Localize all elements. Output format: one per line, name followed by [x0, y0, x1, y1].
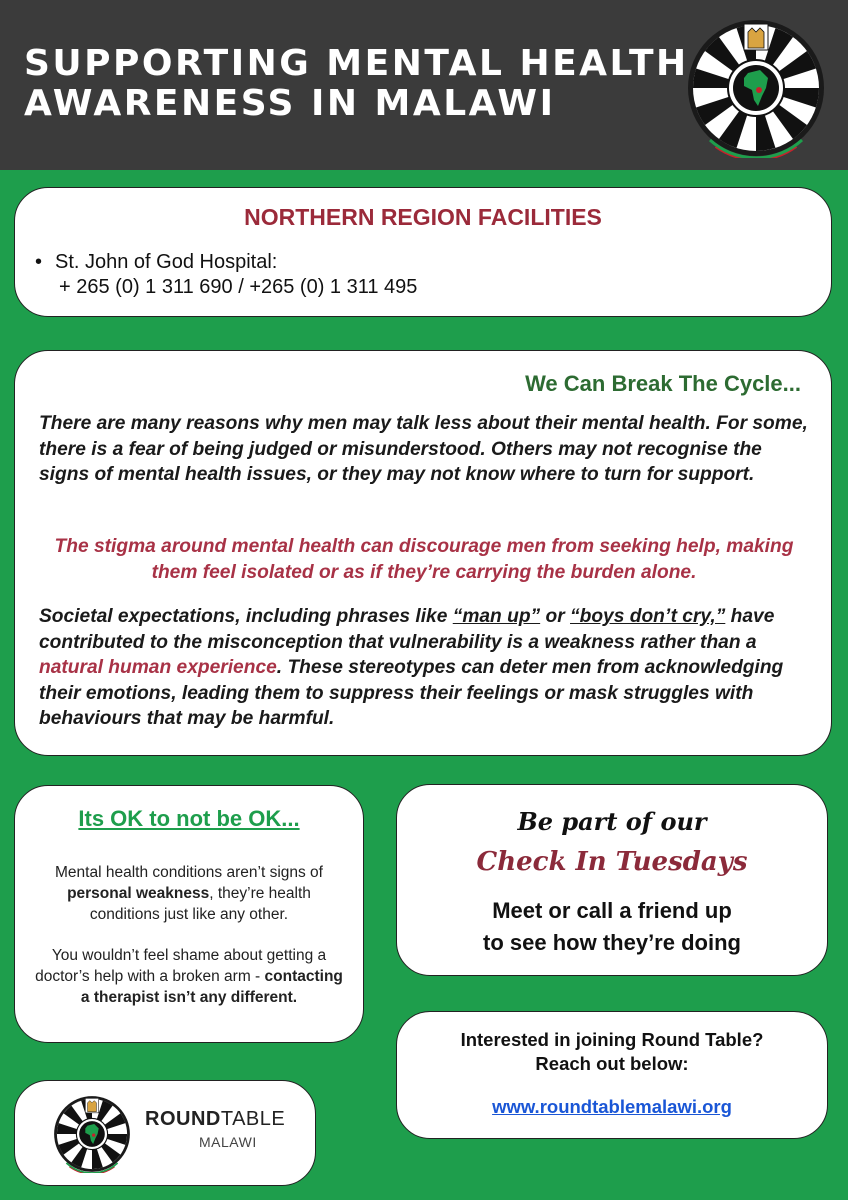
join-text: [397, 1028, 827, 1076]
p3-text-d: . These stereotypes can deter men from acknowledging their emotions, leading them to suppress their feelings or mask struggles with behaviours that may be harmful.: [39, 657, 784, 729]
ok-t1-c: , they’re health conditions just like any other.: [89, 885, 311, 923]
title-line-2: AWARENESS IN MALAWI: [24, 83, 556, 124]
phrase-man-up: “man up”: [452, 606, 541, 627]
facility-list: [35, 250, 418, 300]
brand-name-rest: TABLE: [220, 1108, 286, 1130]
northern-region-title: NORTHERN REGION FACILITIES: [244, 204, 602, 230]
stigma-paragraph: The stigma around mental health can discourage men from seeking help, making them feel isolated or as if they’re carrying the burden alone.: [54, 536, 794, 583]
northern-region-card: [14, 187, 832, 317]
join-line-2: Reach out below:: [535, 1053, 689, 1074]
brand-name-bold: ROUND: [145, 1108, 221, 1130]
natural-human-experience: natural human experience: [39, 657, 277, 678]
header-banner: [0, 0, 848, 170]
ok-paragraph-2: [34, 945, 344, 1008]
p3-text-b: or: [540, 606, 571, 627]
ok-t1-bold: personal weakness: [67, 885, 210, 902]
brand-subtitle: MALAWI: [199, 1134, 257, 1150]
cycle-paragraph-3: [39, 604, 813, 732]
its-ok-title: Its OK to not be OK...: [78, 806, 300, 831]
tuesday-intro: Be part of our: [517, 807, 707, 836]
facility-phone: + 265 (0) 1 311 690 / +265 (0) 1 311 495: [59, 276, 418, 298]
check-in-tuesdays-card: [396, 784, 828, 976]
ok-t2-bold: contacting a therapist isn’t any different.: [80, 968, 343, 1006]
cycle-paragraph-1: There are many reasons why men may talk less about their mental health. For some, there is a fear of being judged or misunderstood. Others may not recognise the signs of mental health issues, or they may not know where to turn for support.: [39, 413, 808, 485]
break-the-cycle-card: [14, 350, 832, 756]
round-table-logo-icon: [53, 1095, 131, 1173]
brand-name: [145, 1108, 285, 1131]
tuesday-line-4: to see how they’re doing: [483, 930, 741, 955]
ok-t1-a: Mental health conditions aren’t signs of: [55, 864, 323, 881]
page-title: [24, 43, 689, 124]
brand-card: [14, 1080, 316, 1186]
join-line-1: Interested in joining Round Table?: [460, 1029, 764, 1050]
cycle-heading: We Can Break The Cycle...: [525, 371, 801, 396]
join-card: [396, 1011, 828, 1139]
tuesday-title: Check In Tuesdays: [476, 847, 748, 877]
ok-t2-a: You wouldn’t feel shame about getting a doctor’s help with a broken arm -: [35, 947, 327, 985]
p3-text-a: Societal expectations, including phrases like: [39, 606, 453, 627]
p3-text-c: have contributed to the misconception that vulnerability is a weakness rather than a: [39, 606, 775, 653]
round-table-logo-icon: [686, 18, 826, 158]
tuesday-text: [397, 895, 827, 959]
ok-paragraph-1: [34, 862, 344, 925]
website-link[interactable]: www.roundtablemalawi.org: [492, 1096, 732, 1117]
bullet-icon: •: [35, 251, 43, 273]
tuesday-line-3: Meet or call a friend up: [492, 898, 732, 923]
facility-name: St. John of God Hospital:: [55, 251, 278, 273]
phrase-boys-dont-cry: “boys don’t cry,”: [570, 606, 726, 627]
title-line-1: SUPPORTING MENTAL HEALTH: [24, 43, 689, 84]
